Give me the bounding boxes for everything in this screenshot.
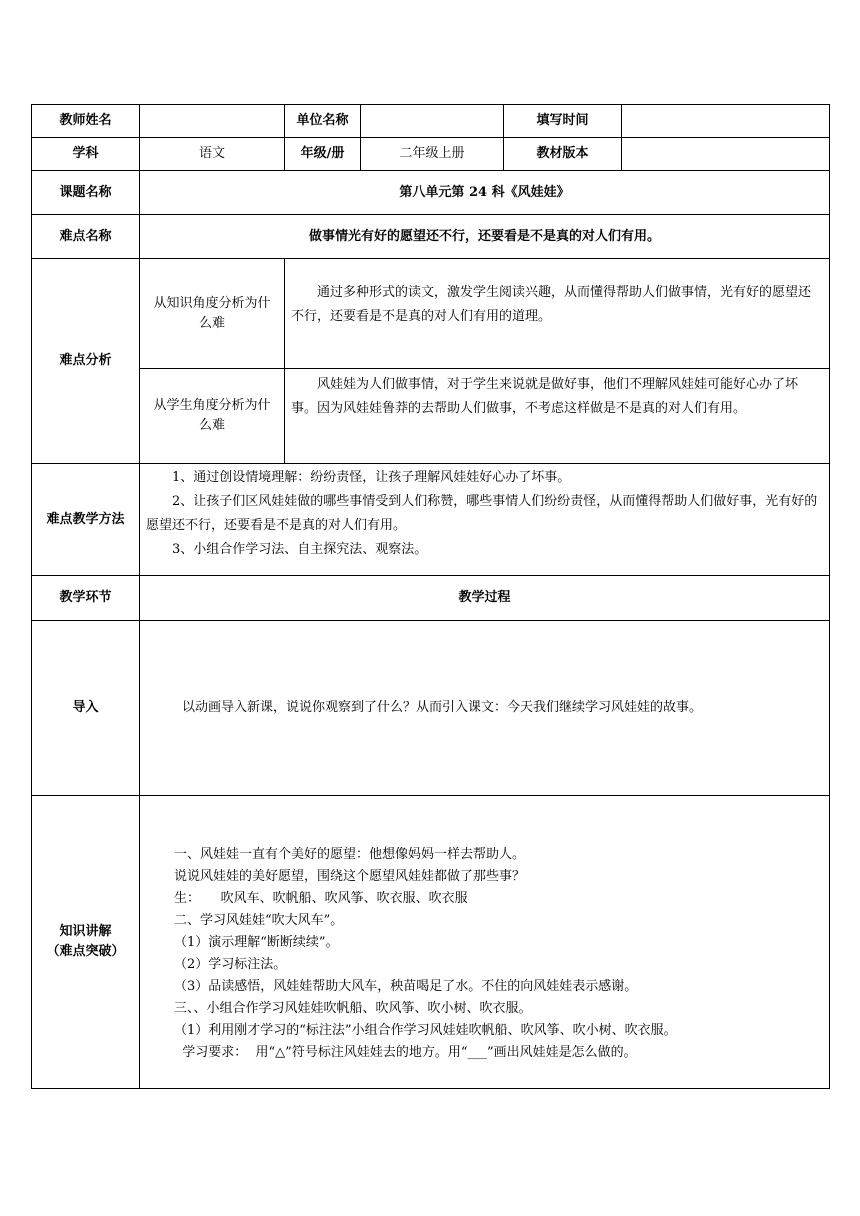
knowledge-label-line2: （难点突破） xyxy=(46,944,125,959)
lesson-plan-page xyxy=(31,104,829,1089)
unit-label: 单位名称 xyxy=(285,105,361,138)
method-item-3: 3、小组合作学习法、自主探究法、观察法。 xyxy=(172,542,428,557)
subject-value: 语文 xyxy=(140,138,285,171)
knowledge-line-2: 说说风娃娃的美好愿望，围绕这个愿望风娃娃都做了那些事？ xyxy=(174,869,526,884)
intro-text: 以动画导入新课，说说你观察到了什么？从而引入课文：今天我们继续学习风娃娃的故事。 xyxy=(182,700,703,715)
knowledge-line-8: 三、、小组合作学习风娃娃吹帆船、吹风筝、吹小树、吹衣服。 xyxy=(174,1001,532,1016)
knowledge-line-3: 生： 吹风车、吹帆船、吹风筝、吹衣服、吹衣服 xyxy=(174,891,468,906)
unit-value xyxy=(361,105,504,138)
knowledge-label-line1: 知识讲解 xyxy=(59,924,112,939)
knowledge-line-4: 二、学习风娃娃“吹大风车”。 xyxy=(174,913,344,928)
teacher-name-value xyxy=(140,105,285,138)
intro-label: 导入 xyxy=(32,621,140,796)
student-angle-text: 风娃娃为人们做事情，对于学生来说就是做好事，他们不理解风娃娃可能好心办了坏事。因为风娃娃鲁莽的去帮助人们做事，不考虑这样做是不是真的对人们有用。 xyxy=(291,377,799,416)
header-row-1 xyxy=(32,105,830,138)
header-row-2 xyxy=(32,138,830,171)
grade-value: 二年级上册 xyxy=(361,138,504,171)
knowledge-label-cell xyxy=(32,796,140,1089)
knowledge-angle-text: 通过多种形式的读文，激发学生阅读兴趣，从而懂得帮助人们做事情，光有好的愿望还不行，还要看是不是真的对人们有用的道理。 xyxy=(291,285,812,324)
process-header-row xyxy=(32,576,830,621)
knowledge-line-5: （1）演示理解“断断续续”。 xyxy=(174,935,339,950)
knowledge-line-9: （1）利用刚才学习的“标注法”小组合作学习风娃娃吹帆船、吹风筝、吹小树、吹衣服。 xyxy=(174,1023,677,1038)
method-label: 难点教学方法 xyxy=(32,464,140,576)
process-label: 教学过程 xyxy=(140,576,830,621)
stage-label: 教学环节 xyxy=(32,576,140,621)
lesson-title-value: 第八单元第 24 科《风娃娃》 xyxy=(140,171,830,215)
grade-label: 年级/册 xyxy=(285,138,361,171)
fill-time-value xyxy=(622,105,830,138)
difficulty-label: 难点名称 xyxy=(32,215,140,259)
edition-value xyxy=(622,138,830,171)
analysis-label: 难点分析 xyxy=(32,259,140,464)
student-angle-label: 从学生角度分析为什么难 xyxy=(140,369,285,464)
knowledge-angle-label: 从知识角度分析为什么难 xyxy=(140,259,285,369)
knowledge-line-6: （2）学习标注法。 xyxy=(174,957,287,972)
method-item-1: 1、通过创设情境理解：纷纷责怪，让孩子理解风娃娃好心办了坏事。 xyxy=(172,470,571,485)
intro-row xyxy=(32,621,830,796)
edition-label: 教材版本 xyxy=(504,138,622,171)
lesson-title-label: 课题名称 xyxy=(32,171,140,215)
knowledge-cell xyxy=(140,796,830,1089)
difficulty-value: 做事情光有好的愿望还不行，还要看是不是真的对人们有用。 xyxy=(140,215,830,259)
lesson-title-row xyxy=(32,171,830,215)
difficulty-row xyxy=(32,215,830,259)
knowledge-angle-cell xyxy=(285,259,830,369)
analysis-student-row xyxy=(32,369,830,464)
method-cell xyxy=(140,464,830,576)
knowledge-row xyxy=(32,796,830,1089)
analysis-knowledge-row xyxy=(32,259,830,369)
knowledge-line-10: 学习要求： 用“△”符号标注风娃娃去的地方。用“___”画出风娃娃是怎么做的。 xyxy=(174,1045,637,1060)
method-item-2: 2、让孩子们区风娃娃做的哪些事情受到人们称赞，哪些事情人们纷纷责怪，从而懂得帮助人们做好事，光有好的愿望还不行，还要看是不是真的对人们有用。 xyxy=(146,494,818,533)
teacher-name-label: 教师姓名 xyxy=(32,105,140,138)
knowledge-line-7: （3）品读感悟，风娃娃帮助大风车，秧苗喝足了水。不住的向风娃娃表示感谢。 xyxy=(174,979,638,994)
subject-label: 学科 xyxy=(32,138,140,171)
method-row xyxy=(32,464,830,576)
fill-time-label: 填写时间 xyxy=(504,105,622,138)
knowledge-line-1: 一、风娃娃一直有个美好的愿望：他想像妈妈一样去帮助人。 xyxy=(174,847,526,862)
student-angle-cell xyxy=(285,369,830,464)
lesson-plan-table xyxy=(31,104,830,1089)
intro-cell xyxy=(140,621,830,796)
